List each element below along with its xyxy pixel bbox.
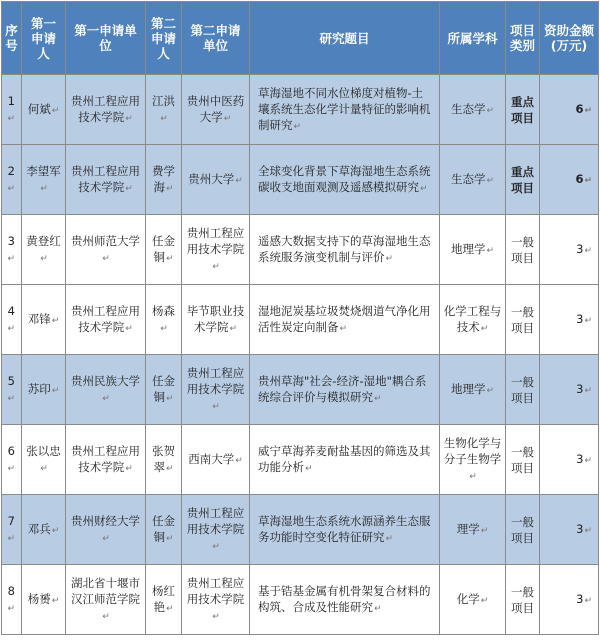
row-category: 一般项目	[506, 355, 540, 425]
row-unit2: 贵州大学↵	[182, 145, 250, 215]
row-no: 2↵	[2, 145, 22, 215]
row-subject: 化学↵	[440, 565, 506, 635]
row-unit1: 贵州财经大学↵	[66, 495, 146, 565]
row-subject: 化学工程与技术↵	[440, 285, 506, 355]
table-row	[2, 215, 599, 285]
row-applicant1: 黄登红↵	[22, 215, 66, 285]
row-subject: 生态学↵	[440, 145, 506, 215]
header-applicant2: 第二申请人	[146, 2, 182, 75]
row-amount: 3↵	[540, 425, 599, 495]
table-row	[2, 565, 599, 635]
row-title: 全球变化背景下草海湿地生态系统碳收支地面观测及遥感模拟研究↵	[250, 145, 440, 215]
row-applicant2: 江洪↵	[146, 75, 182, 145]
table-header	[2, 2, 599, 75]
funding-table	[1, 1, 599, 635]
row-no: 3↵	[2, 215, 22, 285]
row-subject: 理学↵	[440, 495, 506, 565]
row-amount: 3↵	[540, 285, 599, 355]
row-unit2: 西南大学↵	[182, 425, 250, 495]
row-no: 1↵	[2, 75, 22, 145]
row-subject: 生物化学与分子生物学↵	[440, 425, 506, 495]
row-unit2: 贵州工程应用技术学院↵	[182, 565, 250, 635]
header-no: 序号	[2, 2, 22, 75]
row-applicant2: 杨红艳↵	[146, 565, 182, 635]
row-applicant2: 任金铜↵	[146, 495, 182, 565]
row-category: 一般项目	[506, 425, 540, 495]
row-unit1: 贵州师范大学↵	[66, 215, 146, 285]
row-unit2: 贵州工程应用技术学院↵	[182, 355, 250, 425]
row-applicant2: 费学海↵	[146, 145, 182, 215]
table-row	[2, 75, 599, 145]
row-unit1: 贵州工程应用技术学院↵	[66, 75, 146, 145]
row-category: 一般项目	[506, 495, 540, 565]
row-applicant1: 邓兵↵	[22, 495, 66, 565]
row-amount: 6↵	[540, 75, 599, 145]
row-title: 草海湿地不同水位梯度对植物-土壤系统生态化学计量特征的影响机制研究↵	[250, 75, 440, 145]
row-title: 草海湿地生态系统水源涵养生态服务功能时空变化特征研究↵	[250, 495, 440, 565]
header-category: 项目类别	[506, 2, 540, 75]
row-unit2: 贵州中医药大学↵	[182, 75, 250, 145]
header-unit1: 第一申请单位	[66, 2, 146, 75]
row-title: 贵州草海"社会-经济-湿地"耦合系统综合评价与模拟研究↵	[250, 355, 440, 425]
row-applicant2: 任金铜↵	[146, 355, 182, 425]
row-applicant1: 李望军↵	[22, 145, 66, 215]
header-title: 研究题目	[250, 2, 440, 75]
row-category: 一般项目	[506, 215, 540, 285]
row-subject: 地理学↵	[440, 215, 506, 285]
row-applicant1: 苏印↵	[22, 355, 66, 425]
table-row	[2, 285, 599, 355]
row-title: 遥感大数据支持下的草海湿地生态系统服务演变机制与评价↵	[250, 215, 440, 285]
row-unit1: 贵州工程应用技术学院↵	[66, 425, 146, 495]
row-no: 5↵	[2, 355, 22, 425]
table-row	[2, 495, 599, 565]
row-unit1: 贵州工程应用技术学院↵	[66, 145, 146, 215]
row-category: 一般项目	[506, 285, 540, 355]
row-applicant2: 杨森↵	[146, 285, 182, 355]
row-unit2: 贵州工程应用技术学院↵	[182, 495, 250, 565]
row-no: 4↵	[2, 285, 22, 355]
row-no: 8↵	[2, 565, 22, 635]
table-row	[2, 425, 599, 495]
header-amount: 资助金额(万元)	[540, 2, 599, 75]
row-no: 6↵	[2, 425, 22, 495]
row-title: 基于锆基金属有机骨架复合材料的构筑、合成及性能研究↵	[250, 565, 440, 635]
row-applicant2: 张贺翠↵	[146, 425, 182, 495]
row-unit1: 贵州民族大学↵	[66, 355, 146, 425]
table-row	[2, 145, 599, 215]
row-applicant1: 邓锋↵	[22, 285, 66, 355]
header-applicant1: 第一申请人	[22, 2, 66, 75]
header-subject: 所属学科	[440, 2, 506, 75]
row-unit1: 贵州工程应用技术学院↵	[66, 285, 146, 355]
row-category: 重点项目	[506, 75, 540, 145]
row-amount: 6↵	[540, 145, 599, 215]
row-amount: 3↵	[540, 215, 599, 285]
row-subject: 生态学↵	[440, 75, 506, 145]
row-unit1: 湖北省十堰市汉江师范学院↵	[66, 565, 146, 635]
row-amount: 3↵	[540, 495, 599, 565]
table-row	[2, 355, 599, 425]
header-unit2: 第二申请单位	[182, 2, 250, 75]
row-amount: 3↵	[540, 565, 599, 635]
row-title: 威宁草海荞麦耐盐基因的筛选及其功能分析↵	[250, 425, 440, 495]
row-category: 一般项目	[506, 565, 540, 635]
row-unit2: 贵州工程应用技术学院↵	[182, 215, 250, 285]
row-applicant1: 张以忠↵	[22, 425, 66, 495]
row-applicant1: 何斌↵	[22, 75, 66, 145]
row-title: 湿地泥炭基垃圾焚烧烟道气净化用活性炭定向制备↵	[250, 285, 440, 355]
row-applicant1: 杨赟↵	[22, 565, 66, 635]
row-category: 重点项目	[506, 145, 540, 215]
row-unit2: 毕节职业技术学院↵	[182, 285, 250, 355]
row-no: 7↵	[2, 495, 22, 565]
row-applicant2: 任金铜↵	[146, 215, 182, 285]
row-amount: 3↵	[540, 355, 599, 425]
row-subject: 地理学↵	[440, 355, 506, 425]
